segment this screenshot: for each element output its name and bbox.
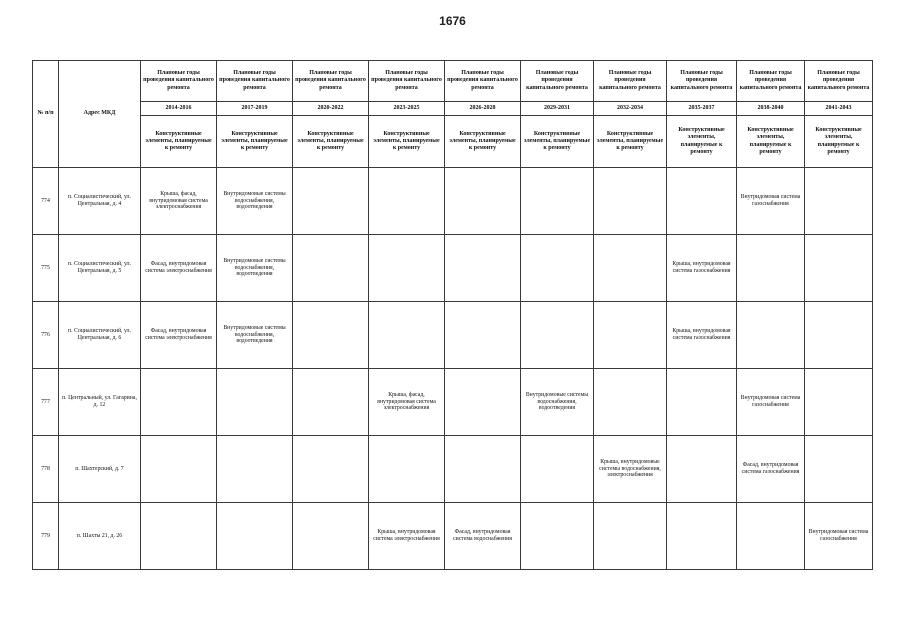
repair-cell: Фасад, внутридомовая система электроснабжения: [141, 302, 217, 369]
repair-cell: [594, 302, 667, 369]
repair-cell: [667, 503, 737, 570]
repair-cell: [521, 503, 594, 570]
repair-cell: [293, 369, 369, 436]
repair-cell: [141, 369, 217, 436]
row-number: 778: [33, 436, 59, 503]
planned-years-header: Плановые годы проведения капитального ремонта: [141, 61, 217, 102]
repair-cell: Фасад, внутридомовая система газоснабжения: [737, 436, 805, 503]
table-row: [33, 235, 873, 302]
year-range-header: 2038-2040: [737, 102, 805, 116]
year-range-header: 2032-2034: [594, 102, 667, 116]
repair-cell: [737, 302, 805, 369]
repair-cell: Внутридомовая система газоснабжения: [805, 503, 873, 570]
capital-repair-table: [32, 60, 873, 570]
row-number: 774: [33, 168, 59, 235]
building-address: п. Центральный, ул. Гагарина, д. 12: [59, 369, 141, 436]
num-header: № п/п: [33, 61, 59, 168]
repair-cell: [293, 302, 369, 369]
repair-cell: [293, 436, 369, 503]
repair-cell: Крыша, внутридомовые системы водоснабжения, электроснабжения: [594, 436, 667, 503]
repair-cell: [445, 369, 521, 436]
repair-cell: [293, 235, 369, 302]
elements-header: Конструктивные элементы, планируемые к ремонту: [805, 116, 873, 168]
repair-cell: [594, 369, 667, 436]
repair-cell: [217, 436, 293, 503]
elements-header: Конструктивные элементы, планируемые к ремонту: [521, 116, 594, 168]
table-row: [33, 302, 873, 369]
repair-cell: Внутридомовая система газоснабжения: [737, 168, 805, 235]
repair-cell: [805, 369, 873, 436]
repair-cell: [521, 168, 594, 235]
repair-cell: [217, 503, 293, 570]
repair-cell: [805, 235, 873, 302]
repair-cell: [594, 168, 667, 235]
header-row-elements: [33, 116, 873, 168]
year-range-header: 2029-2031: [521, 102, 594, 116]
year-range-header: 2020-2022: [293, 102, 369, 116]
planned-years-header: Плановые годы проведения капитального ремонта: [667, 61, 737, 102]
building-address: п. Шахты 21, д. 26: [59, 503, 141, 570]
elements-header: Конструктивные элементы, планируемые к ремонту: [141, 116, 217, 168]
year-range-header: 2023-2025: [369, 102, 445, 116]
elements-header: Конструктивные элементы, планируемые к ремонту: [594, 116, 667, 168]
elements-header: Конструктивные элементы, планируемые к ремонту: [217, 116, 293, 168]
repair-cell: Внутридомовые системы водоснабжения, водоотведения: [217, 168, 293, 235]
repair-cell: [293, 503, 369, 570]
repair-cell: Крыша, фасад, внутридомовая система электроснабжения: [141, 168, 217, 235]
repair-cell: Внутридомовая система газоснабжения: [737, 369, 805, 436]
repair-cell: [594, 503, 667, 570]
planned-years-header: Плановые годы проведения капитального ремонта: [805, 61, 873, 102]
repair-cell: [369, 235, 445, 302]
row-number: 776: [33, 302, 59, 369]
planned-years-header: Плановые годы проведения капитального ремонта: [737, 61, 805, 102]
repair-cell: Внутридомовые системы водоснабжения, водоотведения: [521, 369, 594, 436]
row-number: 775: [33, 235, 59, 302]
header-row-years: [33, 102, 873, 116]
year-range-header: 2014-2016: [141, 102, 217, 116]
planned-years-header: Плановые годы проведения капитального ремонта: [594, 61, 667, 102]
repair-cell: Крыша, фасад, внутридомовая система электроснабжения: [369, 369, 445, 436]
elements-header: Конструктивные элементы, планируемые к ремонту: [737, 116, 805, 168]
repair-cell: [737, 503, 805, 570]
repair-cell: [445, 168, 521, 235]
header-row-top: [33, 61, 873, 102]
building-address: п. Социалистический, ул. Центральная, д. 5: [59, 235, 141, 302]
repair-cell: Крыша, внутридомовая система газоснабжения: [667, 235, 737, 302]
repair-cell: [369, 436, 445, 503]
year-range-header: 2035-2037: [667, 102, 737, 116]
elements-header: Конструктивные элементы, планируемые к ремонту: [369, 116, 445, 168]
repair-cell: [805, 302, 873, 369]
building-address: п. Шахтерский, д. 7: [59, 436, 141, 503]
page-number: 1676: [439, 14, 466, 28]
repair-cell: [521, 302, 594, 369]
repair-cell: [594, 235, 667, 302]
repair-cell: [369, 168, 445, 235]
repair-cell: [445, 302, 521, 369]
repair-cell: Крыша, внутридомовая система газоснабжения: [667, 302, 737, 369]
planned-years-header: Плановые годы проведения капитального ремонта: [369, 61, 445, 102]
year-range-header: 2026-2028: [445, 102, 521, 116]
planned-years-header: Плановые годы проведения капитального ремонта: [445, 61, 521, 102]
repair-cell: [217, 369, 293, 436]
repair-cell: [369, 302, 445, 369]
row-number: 779: [33, 503, 59, 570]
repair-cell: [141, 436, 217, 503]
repair-cell: [667, 168, 737, 235]
repair-cell: [667, 369, 737, 436]
table-row: [33, 369, 873, 436]
repair-cell: [141, 503, 217, 570]
repair-cell: [445, 235, 521, 302]
row-number: 777: [33, 369, 59, 436]
building-address: п. Социалистический, ул. Центральная, д. 6: [59, 302, 141, 369]
repair-cell: [805, 168, 873, 235]
repair-cell: [445, 436, 521, 503]
elements-header: Конструктивные элементы, планируемые к ремонту: [667, 116, 737, 168]
year-range-header: 2017-2019: [217, 102, 293, 116]
elements-header: Конструктивные элементы, планируемые к ремонту: [445, 116, 521, 168]
repair-cell: [293, 168, 369, 235]
repair-cell: [805, 436, 873, 503]
planned-years-header: Плановые годы проведения капитального ремонта: [217, 61, 293, 102]
table-row: [33, 436, 873, 503]
building-address: п. Социалистический, ул. Центральная, д. 4: [59, 168, 141, 235]
repair-cell: Фасад, внутридомовая система водоснабжения: [445, 503, 521, 570]
repair-cell: [521, 436, 594, 503]
planned-years-header: Плановые годы проведения капитального ремонта: [521, 61, 594, 102]
repair-cell: Внутридомовые системы водоснабжения, водоотведения: [217, 235, 293, 302]
repair-cell: [737, 235, 805, 302]
elements-header: Конструктивные элементы, планируемые к ремонту: [293, 116, 369, 168]
repair-cell: Внутридомовые системы водоснабжения, водоотведения: [217, 302, 293, 369]
planned-years-header: Плановые годы проведения капитального ремонта: [293, 61, 369, 102]
table-row: [33, 503, 873, 570]
table-row: [33, 168, 873, 235]
repair-cell: [667, 436, 737, 503]
repair-cell: Крыша, внутридомовая система электроснабжения: [369, 503, 445, 570]
address-header: Адрес МКД: [59, 61, 141, 168]
year-range-header: 2041-2043: [805, 102, 873, 116]
repair-cell: [521, 235, 594, 302]
repair-cell: Фасад, внутридомовая система электроснабжения: [141, 235, 217, 302]
